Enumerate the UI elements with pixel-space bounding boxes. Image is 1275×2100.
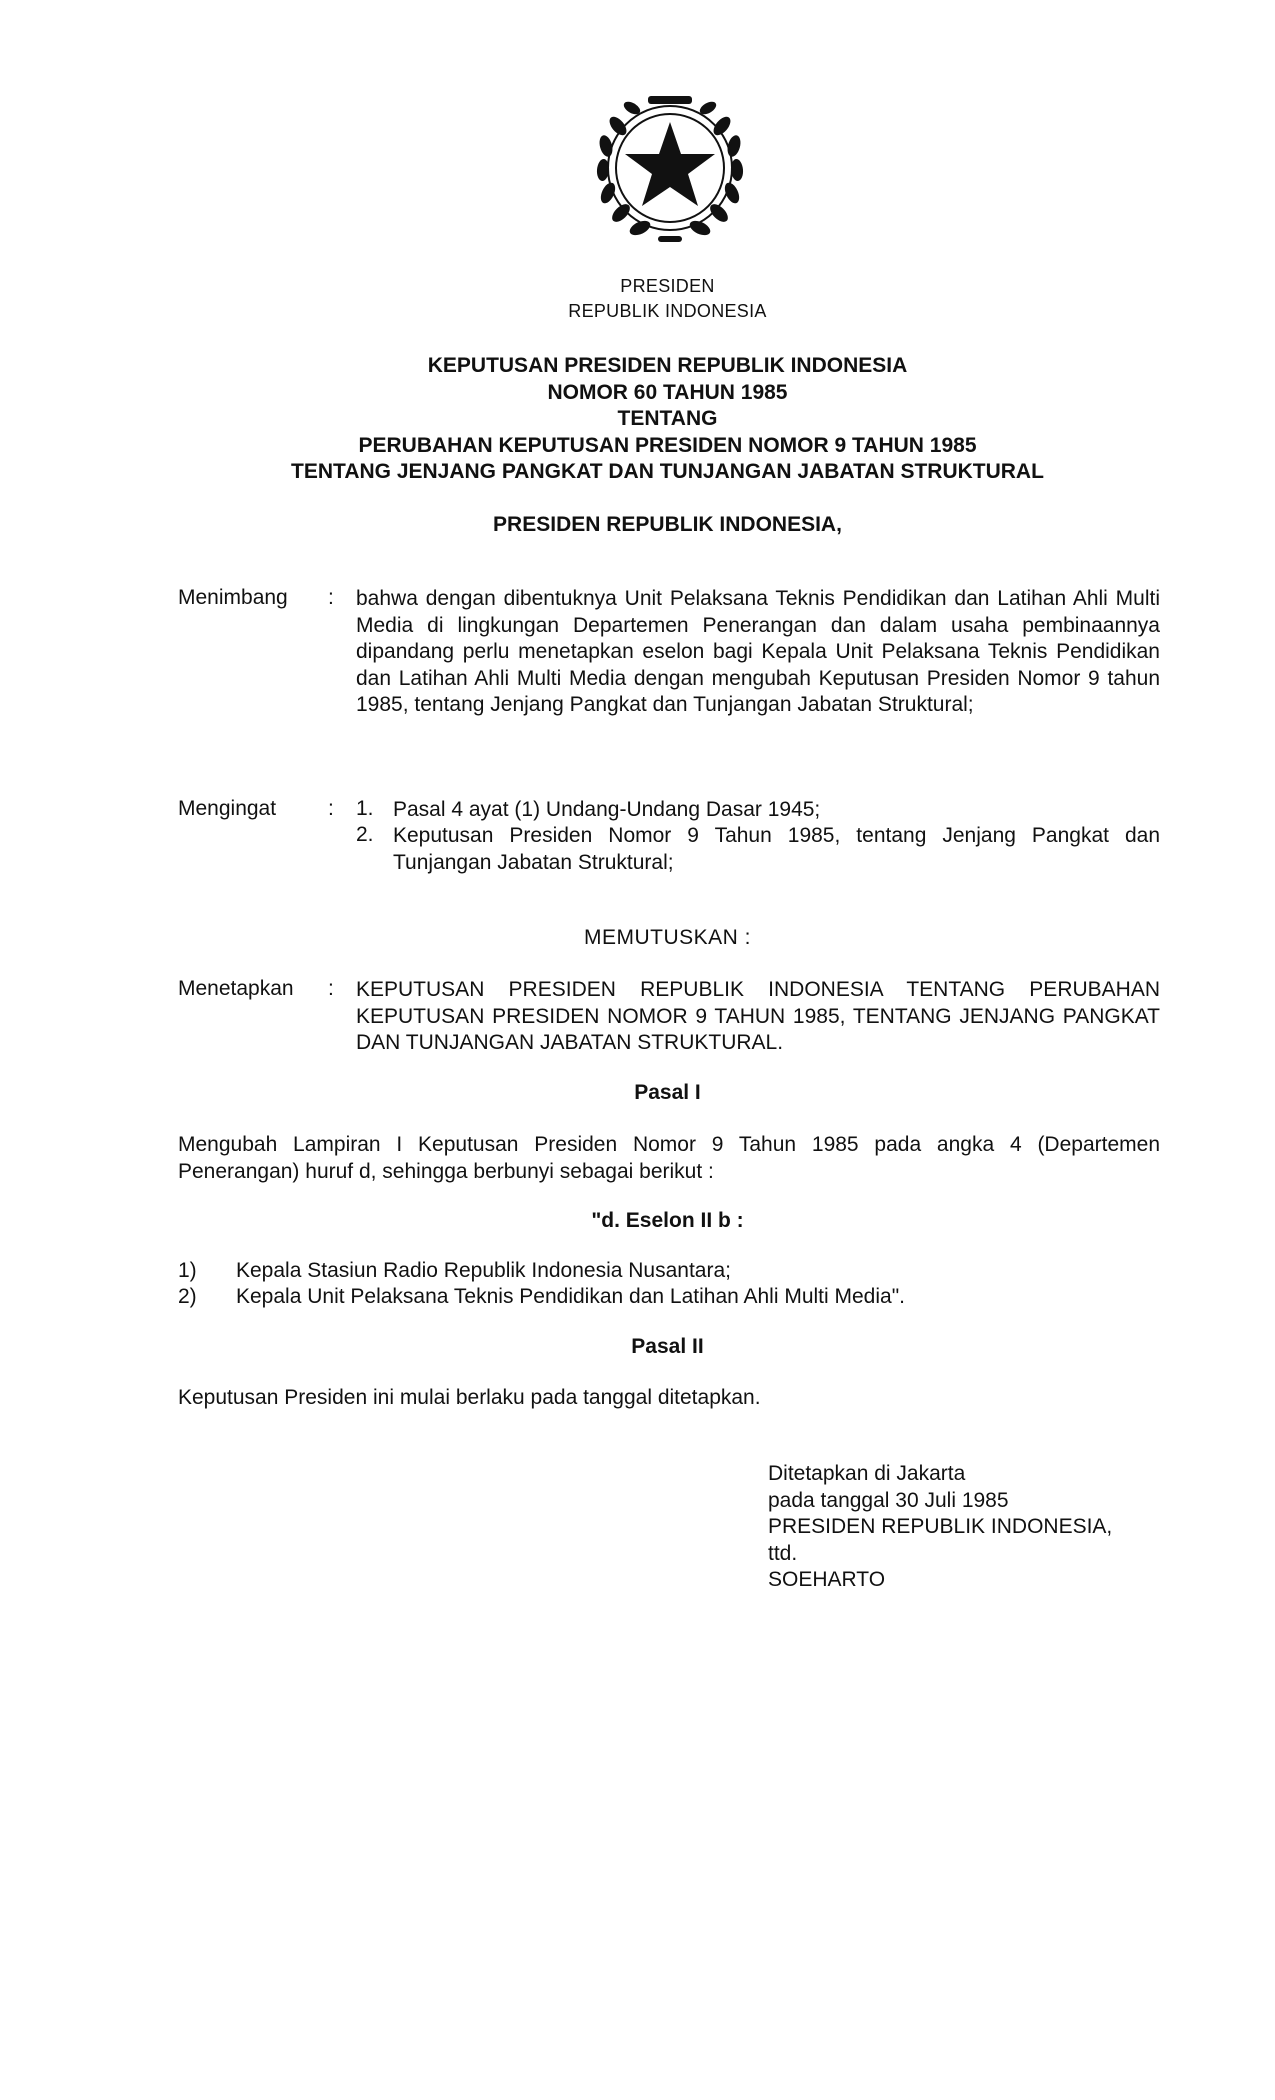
letterhead-republic: REPUBLIK INDONESIA bbox=[568, 301, 767, 321]
signature-name: SOEHARTO bbox=[768, 1568, 886, 1591]
pasal-1-heading: Pasal I bbox=[634, 1081, 701, 1104]
mengingat-item-number: 1. bbox=[356, 797, 374, 820]
title-line: KEPUTUSAN PRESIDEN REPUBLIK INDONESIA bbox=[427, 354, 908, 377]
letterhead-president: PRESIDEN bbox=[620, 276, 715, 296]
president-heading: PRESIDEN REPUBLIK INDONESIA, bbox=[493, 513, 842, 536]
mengingat-label: Mengingat bbox=[178, 797, 277, 820]
title-line: PERUBAHAN KEPUTUSAN PRESIDEN NOMOR 9 TAHUN 1985 bbox=[358, 433, 977, 457]
pasal-2-text: Keputusan Presiden ini mulai berlaku pada tanggal ditetapkan. bbox=[178, 1386, 761, 1409]
mengingat-item-number: 2. bbox=[356, 823, 374, 846]
menimbang-label: Menimbang bbox=[178, 586, 288, 609]
title-line: TENTANG bbox=[617, 407, 718, 430]
decree-title bbox=[0, 353, 1275, 486]
menimbang-colon: : bbox=[328, 586, 334, 609]
title-line: TENTANG JENJANG PANGKAT DAN TUNJANGAN JABATAN STRUKTURAL bbox=[291, 460, 1044, 483]
mengingat-colon: : bbox=[328, 797, 334, 820]
eselon-item-text: Kepala Stasiun Radio Republik Indonesia Nusantara; bbox=[236, 1259, 731, 1282]
signature-date: pada tanggal 30 Juli 1985 bbox=[768, 1488, 1009, 1512]
signature-title: PRESIDEN REPUBLIK INDONESIA, bbox=[768, 1515, 1113, 1538]
garuda-star-emblem-icon bbox=[588, 86, 752, 250]
eselon-item-number: 2) bbox=[178, 1285, 197, 1308]
pasal-1-text: Mengubah Lampiran I Keputusan Presiden Nomor 9 Tahun 1985 pada angka 4 (Departemen Penerangan) huruf d, sehingga berbunyi sebagai berikut : bbox=[178, 1133, 1160, 1183]
menetapkan-colon: : bbox=[328, 977, 334, 1000]
eselon-item-number: 1) bbox=[178, 1259, 197, 1282]
pasal-2-heading: Pasal II bbox=[631, 1335, 704, 1358]
menimbang-text: bahwa dengan dibentuknya Unit Pelaksana Teknis Pendidikan dan Latihan Ahli Multi Media di lingkungan Departemen Penerangan dan dalam usaha pembinaannya dipandang perlu menetapkan eselon bagi Kepala Unit Pelaksana Teknis Pendidikan dan Latihan Ahli Multi Media dengan mengubah Keputusan Presiden Nomor 9 tahun 1985, tentang Jenjang Pangkat dan Tunjangan Jabatan Struktural; bbox=[356, 587, 1160, 716]
mengingat-item-text: Keputusan Presiden Nomor 9 Tahun 1985, tentang Jenjang Pangkat dan Tunjangan Jabatan Struktural; bbox=[393, 824, 1160, 874]
signature-place: Ditetapkan di Jakarta bbox=[768, 1462, 966, 1485]
eselon-item-text: Kepala Unit Pelaksana Teknis Pendidikan dan Latihan Ahli Multi Media". bbox=[236, 1285, 905, 1308]
menetapkan-text: KEPUTUSAN PRESIDEN REPUBLIK INDONESIA TENTANG PERUBAHAN KEPUTUSAN PRESIDEN NOMOR 9 TAHUN 1985, TENTANG JENJANG PANGKAT DAN TUNJANGAN JABATAN STRUKTURAL. bbox=[356, 978, 1160, 1054]
menetapkan-label: Menetapkan bbox=[178, 977, 294, 1000]
signature-block bbox=[768, 1461, 1112, 1594]
title-line: NOMOR 60 TAHUN 1985 bbox=[547, 380, 788, 404]
mengingat-item-text: Pasal 4 ayat (1) Undang-Undang Dasar 1945; bbox=[393, 798, 821, 821]
signature-ttd: ttd. bbox=[768, 1541, 798, 1565]
memutuskan-heading: MEMUTUSKAN : bbox=[583, 926, 751, 949]
eselon-heading: "d. Eselon II b : bbox=[591, 1209, 744, 1232]
